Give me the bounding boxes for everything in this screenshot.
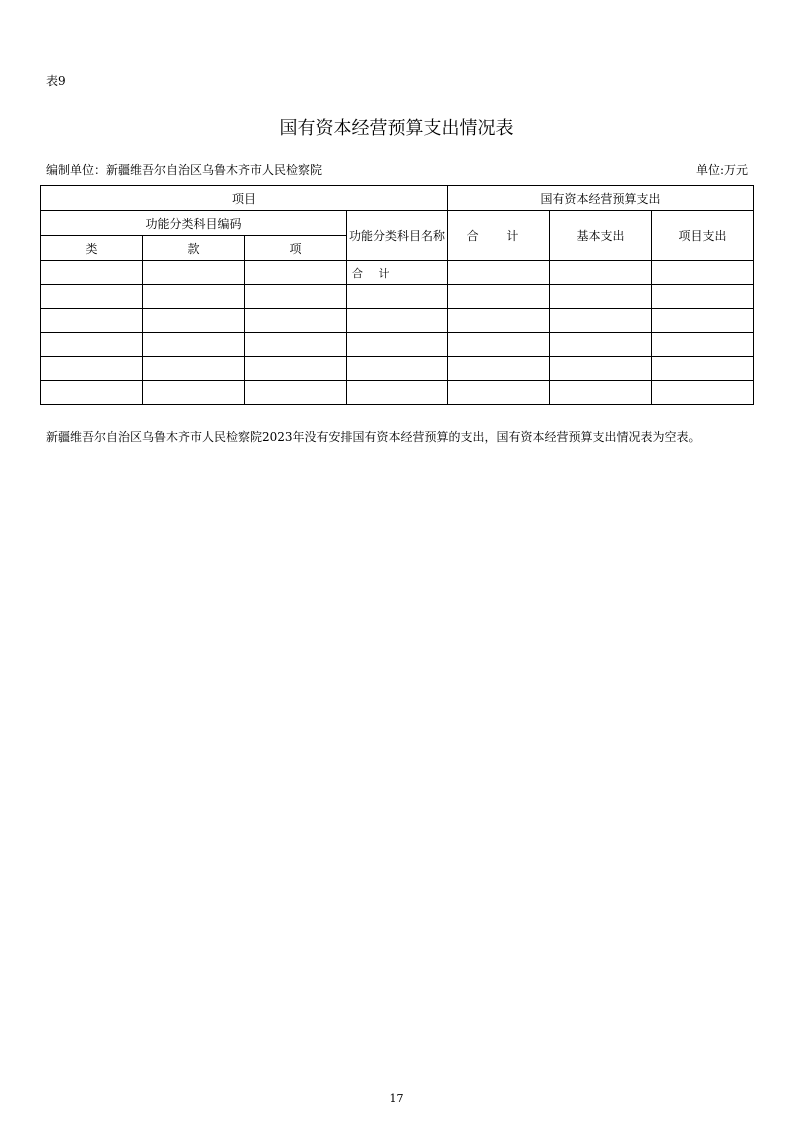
table-cell [245,309,347,333]
header-item: 项 [245,236,347,261]
compiler-label: 编制单位：新疆维吾尔自治区乌鲁木齐市人民检察院 [46,163,323,177]
header-project-exp: 项目支出 [652,211,754,261]
table-cell [652,285,754,309]
header-func-name: 功能分类科目名称 [347,211,448,261]
table-cell [347,357,448,381]
table-cell [448,357,550,381]
table-row [41,261,754,285]
page-title: 国有资本经营预算支出情况表 [279,118,514,139]
table-row [41,381,754,405]
table-cell [245,285,347,309]
table-row [41,285,754,309]
table-cell [143,309,245,333]
table-cell [143,357,245,381]
meta-row [46,161,748,178]
table-cell [245,333,347,357]
header-budget: 国有资本经营预算支出 [448,186,754,211]
table-cell [347,333,448,357]
table-cell [245,261,347,285]
table-cell [550,309,652,333]
table-cell [347,381,448,405]
table-cell [448,261,550,285]
page-number: 17 [389,1092,404,1105]
table-number: 表9 [46,74,66,88]
table-cell [550,357,652,381]
table-row [41,333,754,357]
table-cell [143,381,245,405]
table-cell [652,381,754,405]
table-cell [41,285,143,309]
table-cell [550,261,652,285]
table-cell [652,261,754,285]
header-project: 项目 [41,186,448,211]
table-cell [652,333,754,357]
table-cell [245,381,347,405]
table-cell [448,333,550,357]
table-cell [448,381,550,405]
table-cell [550,285,652,309]
budget-table [40,185,754,405]
table-cell [143,333,245,357]
table-cell [652,309,754,333]
note-text: 新疆维吾尔自治区乌鲁木齐市人民检察院2023年没有安排国有资本经营预算的支出，国有资本经营预算支出情况表为空表。 [46,430,701,444]
table-cell [448,309,550,333]
unit-label: 单位:万元 [695,163,748,177]
header-section: 款 [143,236,245,261]
table-cell [41,261,143,285]
table-cell [652,357,754,381]
header-basic: 基本支出 [550,211,652,261]
table-cell [550,333,652,357]
table-row [41,357,754,381]
total-row-label: 合 计 [347,261,448,285]
header-total: 合 计 [448,211,550,261]
table-cell [41,357,143,381]
table-cell [41,309,143,333]
table-cell [347,285,448,309]
table-cell [347,309,448,333]
header-func-code: 功能分类科目编码 [41,211,347,236]
table-cell [245,357,347,381]
table-cell [41,381,143,405]
table-cell [41,333,143,357]
header-class: 类 [41,236,143,261]
table-cell [143,285,245,309]
table-cell [143,261,245,285]
table-row [41,309,754,333]
table-cell [448,285,550,309]
table-cell [550,381,652,405]
